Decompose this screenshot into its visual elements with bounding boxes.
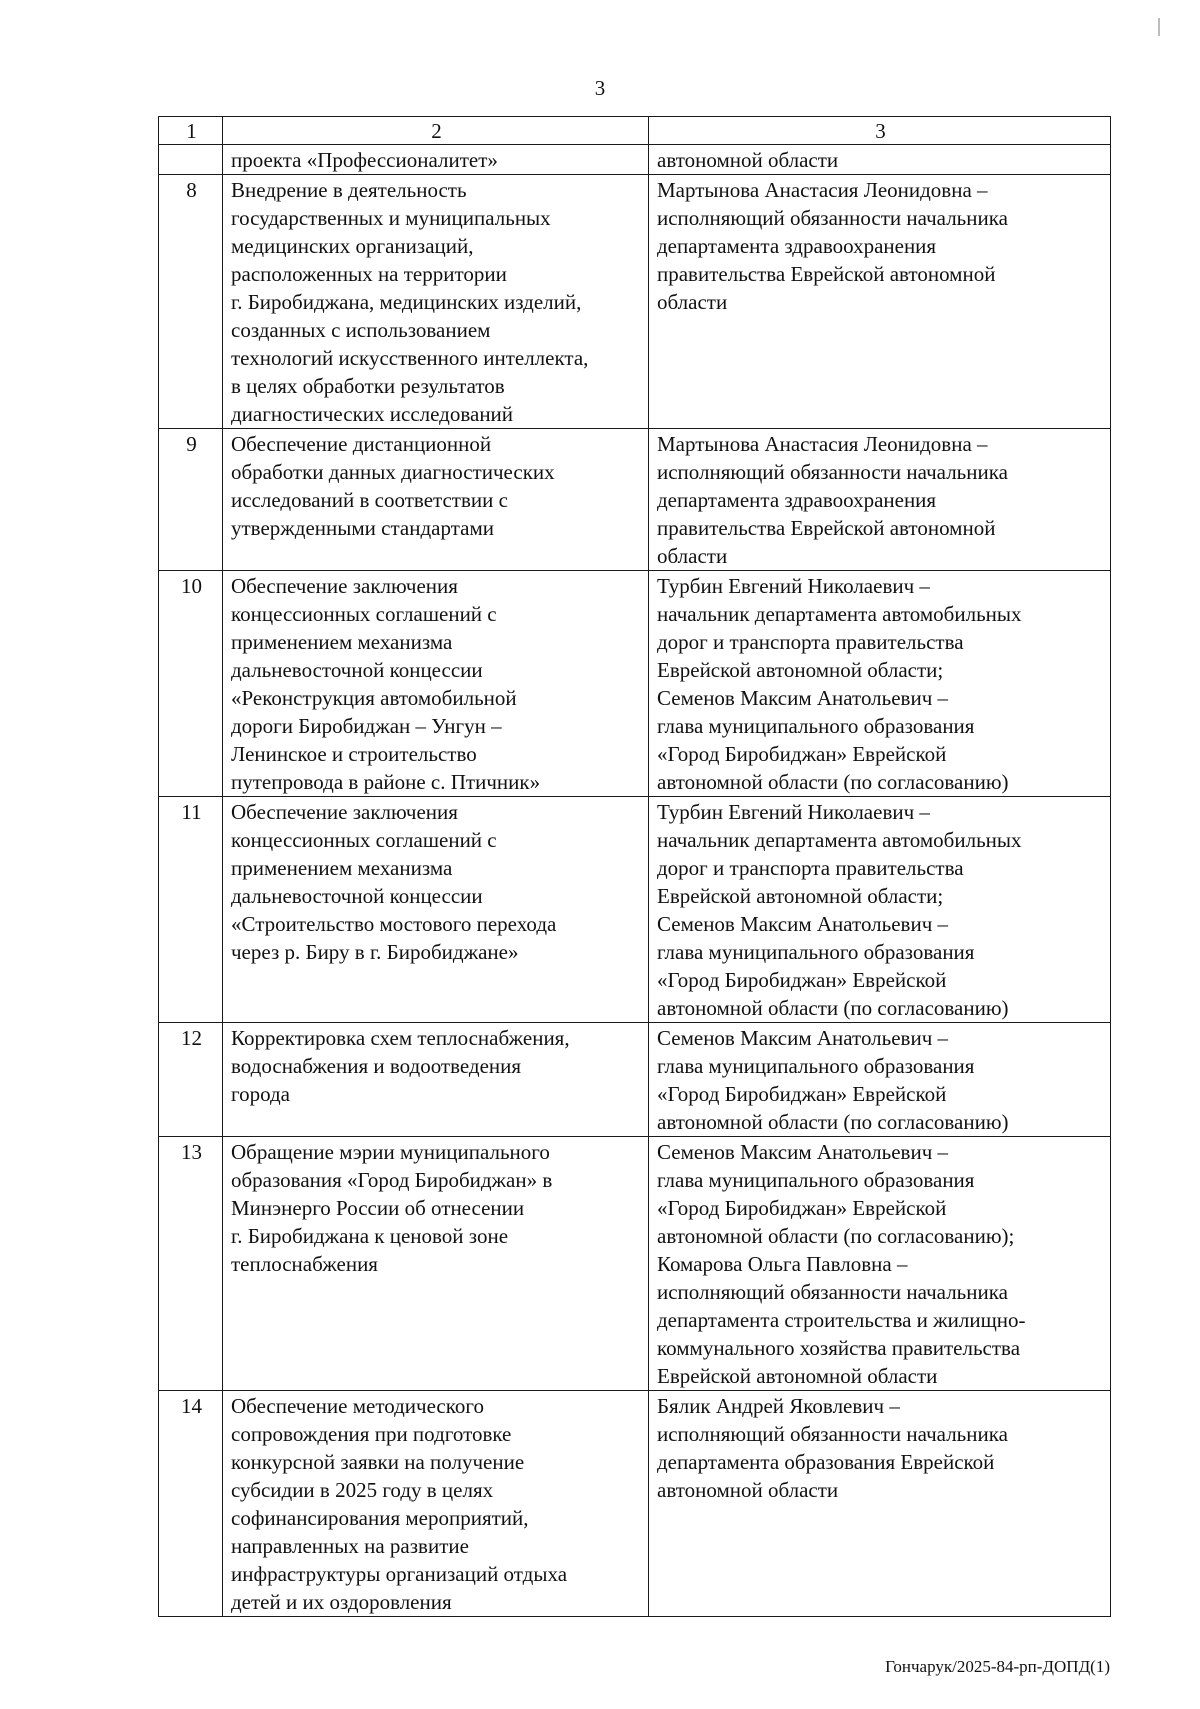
table-row (159, 571, 1111, 797)
task-line: через р. Биру в г. Биробиджане» (231, 940, 519, 964)
responsible-line: Семенов Максим Анатольевич – (657, 1140, 949, 1164)
task-description-cell (223, 571, 649, 797)
task-line: Обращение мэрии муниципального (231, 1140, 550, 1164)
responsible-line: автономной области (по согласованию); (657, 1224, 1015, 1248)
row-number: 8 (159, 175, 223, 429)
responsible-line: Турбин Евгений Николаевич – (657, 800, 930, 824)
responsible-line: области (657, 290, 728, 314)
task-line: государственных и муниципальных (231, 206, 551, 230)
task-line: теплоснабжения (231, 1252, 378, 1276)
responsible-line: глава муниципального образования (657, 714, 975, 738)
header-col-2: 2 (223, 117, 649, 145)
responsible-line: «Город Биробиджан» Еврейской (657, 968, 947, 992)
task-line: Корректировка схем теплоснабжения, (231, 1026, 570, 1050)
responsible-person-cell (649, 145, 1111, 175)
row-number: 10 (159, 571, 223, 797)
task-line: Минэнерго России об отнесении (231, 1196, 525, 1220)
task-line: Обеспечение методического (231, 1394, 484, 1418)
table-row (159, 1137, 1111, 1391)
responsible-line: исполняющий обязанности начальника (657, 206, 1008, 230)
responsible-line: правительства Еврейской автономной (657, 262, 996, 286)
responsible-line: исполняющий обязанности начальника (657, 1422, 1008, 1446)
responsible-person-cell (649, 571, 1111, 797)
responsible-line: «Город Биробиджан» Еврейской (657, 1082, 947, 1106)
page-number: 3 (594, 76, 606, 100)
task-line: города (231, 1082, 290, 1106)
responsible-line: Мартынова Анастасия Леонидовна – (657, 432, 988, 456)
table-header-row (159, 117, 1111, 145)
responsible-line: Семенов Максим Анатольевич – (657, 686, 949, 710)
task-line: путепровода в районе с. Птичник» (231, 770, 541, 794)
responsible-line: исполняющий обязанности начальника (657, 460, 1008, 484)
responsible-line: Семенов Максим Анатольевич – (657, 1026, 949, 1050)
task-line: созданных с использованием (231, 318, 491, 342)
assignments-table (158, 116, 1111, 1617)
task-line: дороги Биробиджан – Унгун – (231, 714, 502, 738)
task-line: расположенных на территории (231, 262, 507, 286)
task-line: концессионных соглашений с (231, 602, 497, 626)
responsible-line: Бялик Андрей Яковлевич – (657, 1394, 900, 1418)
responsible-line: Еврейской автономной области; (657, 884, 944, 908)
task-line: образования «Город Биробиджан» в (231, 1168, 553, 1192)
task-line: применением механизма (231, 856, 453, 880)
task-line: софинансирования мероприятий, (231, 1506, 529, 1530)
table-row (159, 797, 1111, 1023)
task-line: диагностических исследований (231, 402, 514, 426)
task-description-cell (223, 175, 649, 429)
table-row (159, 429, 1111, 571)
task-line: сопровождения при подготовке (231, 1422, 512, 1446)
responsible-line: автономной области (657, 1478, 839, 1502)
responsible-line: дорог и транспорта правительства (657, 856, 964, 880)
task-line: утвержденными стандартами (231, 516, 494, 540)
table-row (159, 175, 1111, 429)
task-line: применением механизма (231, 630, 453, 654)
task-line: инфраструктуры организаций отдыха (231, 1562, 568, 1586)
table-row (159, 145, 1111, 175)
responsible-line: департамента здравоохранения (657, 234, 937, 258)
row-number: 12 (159, 1023, 223, 1137)
task-line: г. Биробиджана, медицинских изделий, (231, 290, 582, 314)
responsible-line: «Город Биробиджан» Еврейской (657, 742, 947, 766)
task-line: г. Биробиджана к ценовой зоне (231, 1224, 509, 1248)
responsible-line: глава муниципального образования (657, 1054, 975, 1078)
task-line: исследований в соответствии с (231, 488, 508, 512)
responsible-person-cell (649, 797, 1111, 1023)
responsible-line: дорог и транспорта правительства (657, 630, 964, 654)
task-line: концессионных соглашений с (231, 828, 497, 852)
task-line: «Реконструкция автомобильной (231, 686, 517, 710)
responsible-line: автономной области (по согласованию) (657, 996, 1009, 1020)
table-row (159, 1023, 1111, 1137)
task-description-cell (223, 797, 649, 1023)
task-description-cell (223, 145, 649, 175)
row-number: 14 (159, 1391, 223, 1617)
task-description-cell (223, 1391, 649, 1617)
task-line: «Строительство мостового перехода (231, 912, 557, 936)
responsible-line: автономной области (657, 148, 839, 172)
header-col-1: 1 (159, 117, 223, 145)
task-line: Ленинское и строительство (231, 742, 477, 766)
row-number: 11 (159, 797, 223, 1023)
responsible-line: глава муниципального образования (657, 1168, 975, 1192)
responsible-person-cell (649, 175, 1111, 429)
task-line: дальневосточной концессии (231, 884, 483, 908)
responsible-line: Еврейской автономной области (657, 1364, 938, 1388)
responsible-line: Семенов Максим Анатольевич – (657, 912, 949, 936)
responsible-person-cell (649, 1137, 1111, 1391)
responsible-line: департамента здравоохранения (657, 488, 937, 512)
responsible-line: исполняющий обязанности начальника (657, 1280, 1008, 1304)
responsible-line: автономной области (по согласованию) (657, 770, 1009, 794)
responsible-line: «Город Биробиджан» Еврейской (657, 1196, 947, 1220)
task-line: в целях обработки результатов (231, 374, 505, 398)
task-line: детей и их оздоровления (231, 1590, 452, 1614)
table-row (159, 1391, 1111, 1617)
responsible-person-cell (649, 1391, 1111, 1617)
row-number (159, 145, 223, 175)
responsible-line: области (657, 544, 728, 568)
task-line: конкурсной заявки на получение (231, 1450, 525, 1474)
table-body (159, 117, 1111, 1617)
responsible-line: департамента строительства и жилищно- (657, 1308, 1026, 1332)
task-description-cell (223, 1137, 649, 1391)
task-line: Обеспечение заключения (231, 574, 458, 598)
task-line: технологий искусственного интеллекта, (231, 346, 589, 370)
task-line: проекта «Профессионалитет» (231, 148, 498, 172)
document-registration-code: Гончарук/2025-84-рп-ДОПД(1) (885, 1657, 1110, 1676)
task-description-cell (223, 429, 649, 571)
responsible-line: начальник департамента автомобильных (657, 828, 1022, 852)
responsible-line: Еврейской автономной области; (657, 658, 944, 682)
task-line: медицинских организаций, (231, 234, 474, 258)
responsible-line: Турбин Евгений Николаевич – (657, 574, 930, 598)
task-line: Обеспечение дистанционной (231, 432, 492, 456)
responsible-line: Комарова Ольга Павловна – (657, 1252, 908, 1276)
task-line: Внедрение в деятельность (231, 178, 467, 202)
header-col-3: 3 (649, 117, 1111, 145)
responsible-line: департамента образования Еврейской (657, 1450, 995, 1474)
responsible-line: коммунального хозяйства правительства (657, 1336, 1021, 1360)
task-line: направленных на развитие (231, 1534, 469, 1558)
task-line: обработки данных диагностических (231, 460, 555, 484)
task-line: водоснабжения и водоотведения (231, 1054, 522, 1078)
responsible-line: автономной области (по согласованию) (657, 1110, 1009, 1134)
responsible-line: начальник департамента автомобильных (657, 602, 1022, 626)
row-number: 9 (159, 429, 223, 571)
responsible-line: Мартынова Анастасия Леонидовна – (657, 178, 988, 202)
scan-edge-mark (1158, 18, 1160, 36)
row-number: 13 (159, 1137, 223, 1391)
responsible-person-cell (649, 429, 1111, 571)
responsible-line: глава муниципального образования (657, 940, 975, 964)
task-line: дальневосточной концессии (231, 658, 483, 682)
responsible-line: правительства Еврейской автономной (657, 516, 996, 540)
responsible-person-cell (649, 1023, 1111, 1137)
task-line: субсидии в 2025 году в целях (231, 1478, 494, 1502)
task-line: Обеспечение заключения (231, 800, 458, 824)
task-description-cell (223, 1023, 649, 1137)
